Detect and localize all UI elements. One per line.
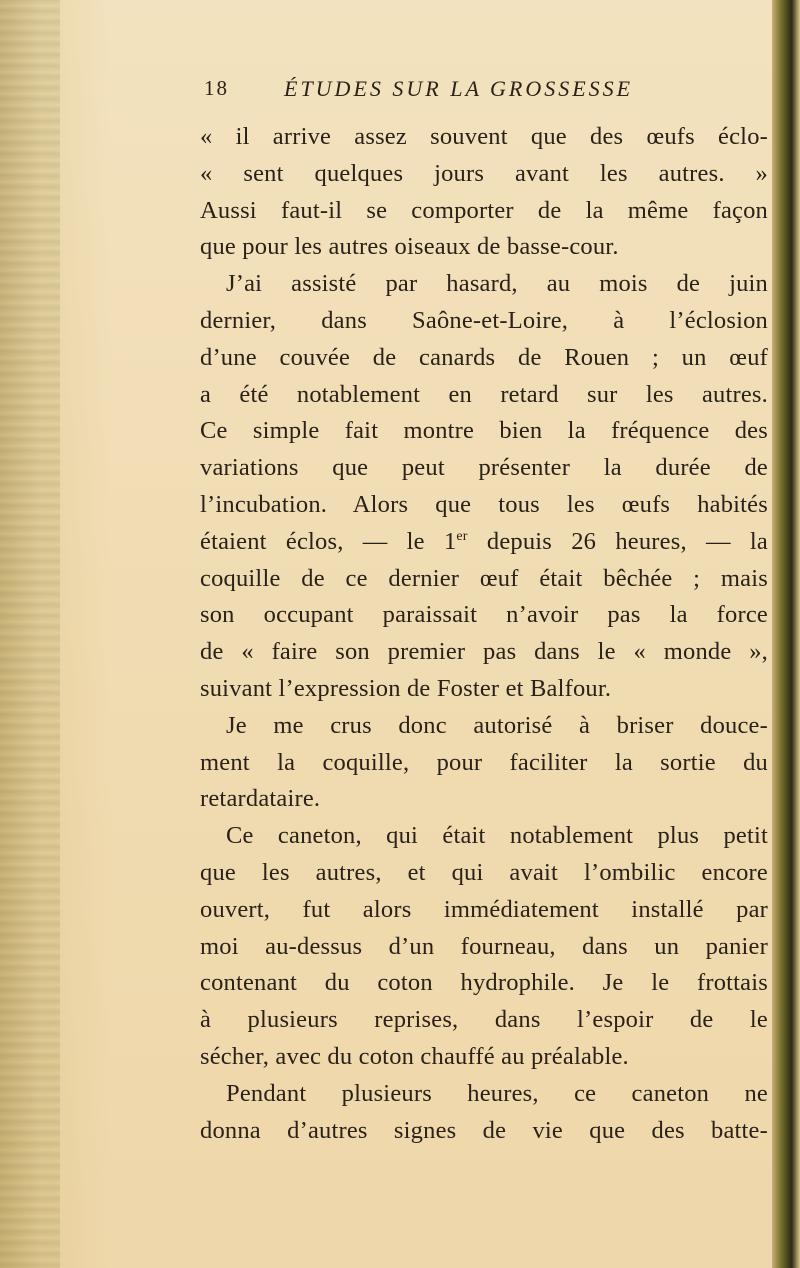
text-line: Pendant plusieurs heures, ce caneton ne (226, 1079, 768, 1107)
text-line: que les autres, et qui avait l’ombilic encore (200, 858, 768, 886)
text-line: l’incubation. Alors que tous les œufs habités (200, 490, 768, 518)
text-line: Ce simple fait montre bien la fréquence des (200, 417, 768, 445)
text-line: Aussi faut-il se comporter de la même façon (200, 196, 768, 224)
line-part: depuis 26 heures, — la (467, 527, 768, 555)
line-part: étaient éclos, — le 1 (200, 527, 457, 555)
text-line: ouvert, fut alors immédiatement installé par (200, 895, 768, 923)
text-line: « il arrive assez souvent que des œufs éclo- (200, 123, 768, 150)
text-line: J’ai assisté par hasard, au mois de juin (226, 270, 768, 298)
text-line: donna d’autres signes de vie que des batte- (200, 1116, 768, 1144)
body-text (200, 119, 768, 1149)
text-line: son occupant paraissait n’avoir pas la force (200, 601, 768, 629)
text-line: que pour les autres oiseaux de basse-cour. (200, 233, 619, 261)
text-line (200, 524, 768, 561)
page-left-edge (0, 0, 60, 1268)
text-line: d’une couvée de canards de Rouen ; un œuf (200, 343, 768, 371)
text-line: Ce caneton, qui était notablement plus petit (226, 822, 768, 850)
superscript: er (456, 528, 468, 544)
text-line: suivant l’expression de Foster et Balfour. (200, 674, 612, 702)
text-line: dernier, dans Saône-et-Loire, à l’éclosion (200, 306, 768, 334)
text-line: à plusieurs reprises, dans l’espoir de le (200, 1006, 768, 1034)
text-line: coquille de ce dernier œuf était bêchée ; mais (200, 564, 768, 592)
text-line: ment la coquille, pour faciliter la sortie du (200, 748, 768, 776)
text-line: « sent quelques jours avant les autres. » (200, 159, 768, 187)
text-line: de « faire son premier pas dans le « monde », (200, 638, 768, 666)
page-right-edge (772, 0, 800, 1268)
text-line: sécher, avec du coton chauffé au préalable. (200, 1042, 629, 1070)
page-number: 18 (204, 76, 229, 100)
text-line: variations que peut présenter la durée de (200, 454, 768, 482)
text-line: contenant du coton hydrophile. Je le frottais (200, 969, 768, 997)
text-line: a été notablement en retard sur les autres. (200, 380, 768, 408)
text-line: retardataire. (200, 785, 321, 813)
text-line: Je me crus donc autorisé à briser douce- (226, 711, 768, 739)
text-line: moi au-dessus d’un fourneau, dans un panier (200, 932, 768, 960)
running-head: ÉTUDES SUR LA GROSSESSE (284, 76, 634, 101)
